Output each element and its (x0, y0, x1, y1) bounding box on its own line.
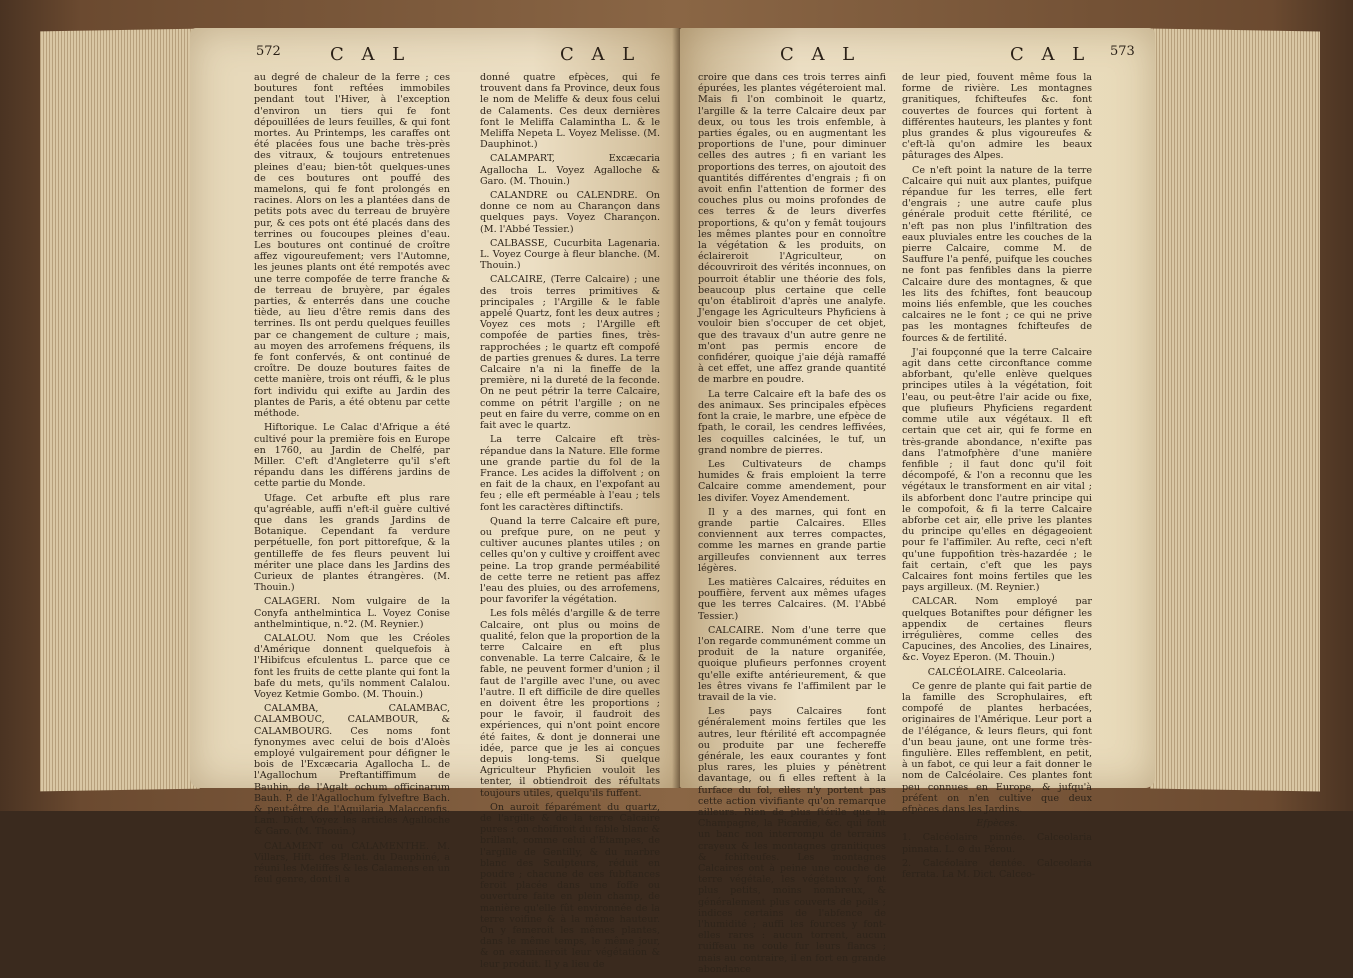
paragraph: Les Cultivateurs de champs humides & frais emploient la terre Calcaire comme amendement, pour les divifer. Voyez Amendement. (698, 458, 886, 504)
species-item: 2. Calcéolaire dentée. Calceolaria ferrata. La M. Dict. Calceo- (902, 857, 1092, 881)
species-item: 1. Calcéolaire pinnée. Calceolaria pinnata. L. ⊙ du Pérou. (902, 832, 1092, 855)
entry: CALBASSE, Cucurbita Lagenaria. L. Voyez Courge à fleur blanche. (M. Thouin.) (480, 237, 660, 272)
paragraph: La terre Calcaire eft la bafe des os des animaux. Ses principales efpèces font la craie, le marbre, une efpèce de fpath, le corail, les cendres leffivées, les coquilles calcinées, le tuf, un grand nombre de pierres. (698, 388, 886, 456)
paragraph: J'ai foupçonné que la terre Calcaire agit dans cette circonftance comme abforbant, qu'elle enlève quelques principes utiles à la végétation, foit l'eau, ou peut-être l'air acide ou fixe, que plufieurs Phyficiens regardent comme utile aux végétaux. Il eft certain que cet air, qui fe forme en très-grande abondance, n'exifte pas dans l'atmofphère d'une manière fenfible ; il faut donc qu'il foit décompofé, & l'on a reconnu que les végétaux le transforment en air vital ; ils abforbent donc l'autre principe qui le compofoit, & fi la terre Calcaire abforbe cet air, elle prive les plantes du principe qu'elles en dégageoient pour fe l'affimiler. Au refte, ceci n'eft qu'une fuppofition très-hazardée ; le fait certain, c'eft que les pays Calcaires font moins fertiles que les pays argilleux. (M. Reynier.) (902, 346, 1092, 594)
paragraph: de leur pied, fouvent même fous la forme de rivière. Les montagnes granitiques, fchifteufes &c. font couvertes de fources qui fortent à différentes hauteurs, les plantes y font plus grandes & plus vigoureufes & c'eft-là qu'on admire les beaux pâturages des Alpes. (902, 72, 1092, 162)
entry: CALAGERI. Nom vulgaire de la Conyfa anthelmintica L. Voyez Conise anthelmintique, n.°2. (M. Reynier.) (254, 596, 450, 630)
entry: CALAMBA, CALAMBAC, CALAMBOUC, CALAMBOUR, & CALAMBOURG. Ces noms font fynonymes avec celui de bois d'Aloès employé vulgairement pour défigner le bois de l'Excæcaria Agallocha L. de l'Agallochum Preftantiffimum de Bauhin, de l'Agalt ochum officinarum Bauh. P. de l'Agallochum fylveftre Bach. & peut-être de l'Aquilaria Malaccenfis. Lam. Dict. Voyez les articles Agalloche & Garo. (M. Thouin.) (254, 703, 450, 838)
left-page-number: 572 (256, 44, 281, 59)
entry: CALANDRE ou CALENDRE. On donne ce nom au Charançon dans quelques pays. Voyez Charançon. (M. l'Abbé Tessier.) (480, 190, 660, 235)
entry: CALCAIRE. Nom d'une terre que l'on regarde communément comme un produit de la nature organifée, quoique plufieurs perfonnes croyent qu'elle exifte antérieurement, & que les êtres vivans fe l'affimilent par le travail de la vie. (698, 624, 886, 703)
species-heading: Efpèces. (976, 818, 1018, 830)
right-running-head-2: C A L (1010, 44, 1091, 65)
entry: CALCAIRE, (Terre Calcaire) ; une des trois terres primitives & principales ; l'Argille & le fable appelé Quartz, font les deux autres ; Voyez ces mots ; l'Argille eft compofée de parties fines, très-rapprochées ; le quartz eft compofé de parties grenues & dures. La terre Calcaire n'a ni la fineffe de la première, ni la dureté de la feconde. On ne peut pétrir la terre Calcaire, comme on pétrit l'argille ; on ne peut en faire du verre, comme on en fait avec le quartz. (480, 274, 660, 432)
paragraph: Les pays Calcaires font généralement moins fertiles que les autres, leur ftérilité eft accompagnée ou produite par une fechereffe générale, les eaux courantes y font plus rares, les pluies y pénètrent davantage, ou fi elles reftent à la furface du fol, elles n'y portent pas cette action vivifiante qu'on remarque ailleurs. Rien de plus ftérile que la Champagne, la Picardie, &c. qui font un banc non interrompu de terrains crayeux & les montagnes granitiques & fchifteufes. Les montagnes Calcaires ont à peine une couche de terre végétale, les végétaux y font plus petits, moins nombreux, & généralement plus couverts de poils ; indices certains de l'abfence de l'humidité ; auffi les fources y font-elles rares : aucun torrent, aucun ruiffeau ne coule fur leurs flancs ; mais au contraire, il en fort en grande abondance (698, 706, 886, 975)
left-running-head-2: C A L (560, 44, 641, 65)
paragraph: Les fols mêlés d'argille & de terre Calcaire, ont plus ou moins de qualité, felon que la proportion de la terre Calcaire en eft plus convenable. La terre Calcaire, & le fable, ne peuvent former d'union ; il faut de l'argille avec l'une, ou avec l'autre. Il eft difficile de dire quelles en doivent être les proportions ; pour le favoir, il faudroit des expériences, qui n'ont point encore été faites, & dont je donnerai une idée, parce que je les ai conçues depuis long-tems. Si quelque Agriculteur Phyficien vouloit les tenter, il obtiendroit des réfultats toujours utiles, quelqu'ils fuffent. (480, 608, 660, 799)
left-page-edges (40, 29, 200, 792)
entry: CALAMENT ou CALAMENTHE. M. Villars, Hift. des Plant. du Dauphiné, a réuni les Meliffes & les Calamens en un feul genre, dont il a (254, 840, 450, 886)
left-column-1 (254, 72, 450, 888)
paragraph: au degré de chaleur de la ferre ; ces boutures font reftées immobiles pendant tout l'Hiver, à l'exception d'environ un tiers qui fe font dépouillées de leurs feuilles, & qui font mortes. Au Printemps, les caraffes ont été placées fous une bache très-près des vitraux, & toujours entretenues pleines d'eau; bien-tôt quelques-unes de ces boutures ont pouffé des mamelons, qui fe font prolongés en racines. Alors on les a plantées dans de petits pots avec du terreau de bruyère pur, & ces pots ont été placés dans des terrines ou foucoupes pleines d'eau. Les boutures ont continué de croître affez vigoureufement; vers l'Automne, les jeunes plants ont été rempotés avec une terre compofée de terre franche & de terreau de bruyère, par égales parties, & enterrés dans une couche tiède, au lieu d'être remis dans des terrines. Ils ont perdu quelques feuilles par ce changement de culture ; mais, au moyen des arrofemens fréquens, ils fe font confervés, & ont continué de croître. De douze boutures faites de cette manière, trois ont réuffi, & le plus fort individu qui exifte au Jardin des plantes de Paris, a été obtenu par cette méthode. (254, 72, 450, 420)
left-running-head-1: C A L (330, 44, 411, 65)
right-column-1 (698, 72, 886, 978)
entry: CALCAR. Nom employé par quelques Botaniftes pour défigner les appendix de certaines fleurs irrégulières, comme celles des Capucines, des Ancolies, des Linaires, &c. Voyez Eperon. (M. Thouin.) (902, 596, 1092, 664)
paragraph: Quand la terre Calcaire eft pure, ou prefque pure, on ne peut y cultiver aucunes plantes utiles ; on celles qu'on y cultive y croiffent avec peine. La trop grande perméabilité de cette terre ne retient pas affez l'eau des pluies, ou des arrofemens, pour favorifer la végétation. (480, 515, 660, 606)
right-page-number: 573 (1110, 44, 1135, 59)
entry-heading: CALCÉOLAIRE. Calceolaria. (927, 666, 1067, 678)
paragraph: croire que dans ces trois terres ainfi épurées, les plantes végéteroient mal. Mais fi l'on combinoit le quartz, l'argille & la terre Calcaire deux par deux, ou tous les trois enfemble, à parties égales, ou en augmentant les proportions de l'une, pour diminuer celles des autres ; fi en variant les proportions des terres, on ajoutoit des quantités différentes d'engrais ; fi on avoit enfin l'attention de former des couches plus ou moins profondes de ces terres & de leurs diverfes proportions, & qu'on y femât toujours les mêmes plantes pour en connoître la végétation & les produits, on éclaireroit l'Agriculteur, on découvriroit des vérités inconnues, on pourroit établir une théorie des fols, beaucoup plus certaine que celle qu'on établiroit d'après une analyfe. J'engage les Agriculteurs Phyficiens à vouloir bien s'occuper de cet objet, que des travaux d'un autre genre ne m'ont pas permis encore de confidérer, quoique j'aie déjà ramaffé à cet effet, une affez grande quantité de marbre en poudre. (698, 72, 886, 386)
paragraph: Hiftorique. Le Calac d'Afrique a été cultivé pour la première fois en Europe en 1760, au Jardin de Chelfé, par Miller. C'eft d'Angleterre qu'il s'eft répandu dans les différens jardins de cette partie du Monde. (254, 422, 450, 490)
left-column-2 (480, 72, 660, 973)
right-running-head-1: C A L (780, 44, 861, 65)
right-page (680, 28, 1155, 975)
paragraph: La terre Calcaire eft très-répandue dans la Nature. Elle forme une grande partie du fol de la France. Les acides la diffolvent ; on en fait de la chaux, en l'expofant au feu ; elle eft perméable à l'eau ; tels font les caractères diftinctifs. (480, 434, 660, 513)
left-page (190, 28, 680, 970)
paragraph: Les matières Calcaires, réduites en pouffière, fervent aux mêmes ufages que les terres Calcaires. (M. l'Abbé Tessier.) (698, 576, 886, 622)
paragraph: Il y a des marnes, qui font en grande partie Calcaires. Elles conviennent aux terres compactes, comme les marnes en grande partie argilleufes conviennent aux terres légères. (698, 506, 886, 574)
right-column-2 (902, 72, 1092, 883)
right-page-edges (1150, 29, 1320, 792)
paragraph: Ufage. Cet arbufte eft plus rare qu'agréable, auffi n'eft-il guère cultivé que dans les grands Jardins de Botanique. Cependant fa verdure perpétuelle, fon port pittorefque, & la gentilleffe de fes fleurs peuvent lui mériter une place dans les Jardins des Curieux de plantes étrangères. (M. Thouin.) (254, 492, 450, 594)
paragraph: On auroit féparément du quartz, de l'argille & de la terre Calcaire pures : on choifiroit du fable blanc & brillant, comme celui d'Etampes, de l'argille de Gentilly, & du marbre blanc des Sculpteurs, réduit en poudre ; chacune de ces fubftances feroit placée dans une foffe ou ouverture faite en plein champ, de manière qu'elle fût environnée de la terre voifine & à la même hauteur. On y femeroit les mêmes plantes, dans le même temps, le même jour, & on examineroit leur végétation & leur produit. Il y a lieu de (480, 801, 660, 970)
entry: CALALOU. Nom que les Créoles d'Amérique donnent quelquefois à l'Hibifcus efculentus L. parce que ce font les fruits de cette plante qui font la bafe du mets, qu'ils nomment Calalou. Voyez Ketmie Gombo. (M. Thouin.) (254, 632, 450, 700)
paragraph: Ce n'eft point la nature de la terre Calcaire qui nuit aux plantes, puifque répandue fur les terres, elle fert d'engrais ; une autre caufe plus générale produit cette ftérilité, ce n'eft pas non plus l'infiltration des eaux pluviales entre les couches de la pierre Calcaire, comme M. de Sauffure l'a penfé, puifque les couches ne font pas fenfibles dans la pierre Calcaire dure des montagnes, & que les lits des fchiftes, font beaucoup moins liés enfemble, que les couches calcaires ne le font ; ce qui ne prive pas les montagnes fchifteufes de fources & de fertilité. (902, 164, 1092, 344)
entry: CALAMPART, Excæcaria Agallocha L. Voyez Agalloche & Garo. (M. Thouin.) (480, 153, 660, 187)
paragraph: Ce genre de plante qui fait partie de la famille des Scrophulaires, eft compofé de plantes herbacées, originaires de l'Amérique. Leur port a de l'élégance, & leurs fleurs, qui font d'un beau jaune, ont une forme très-fingulière. Elles reffemblent, en petit, à un fabot, ce qui leur a fait donner le nom de Calcéolaire. Ces plantes font peu connues en Europe, & jufqu'à préfent on n'en cultive que deux efpèces dans les Jardins. (902, 680, 1092, 815)
paragraph: donné quatre efpèces, qui fe trouvent dans fa Province, deux fous le nom de Meliffe & deux fous celui de Calaments. Ces deux dernières font le Meliffa Calamintha L. & le Meliffa Nepeta L. Voyez Melisse. (M. Dauphinot.) (480, 72, 660, 151)
